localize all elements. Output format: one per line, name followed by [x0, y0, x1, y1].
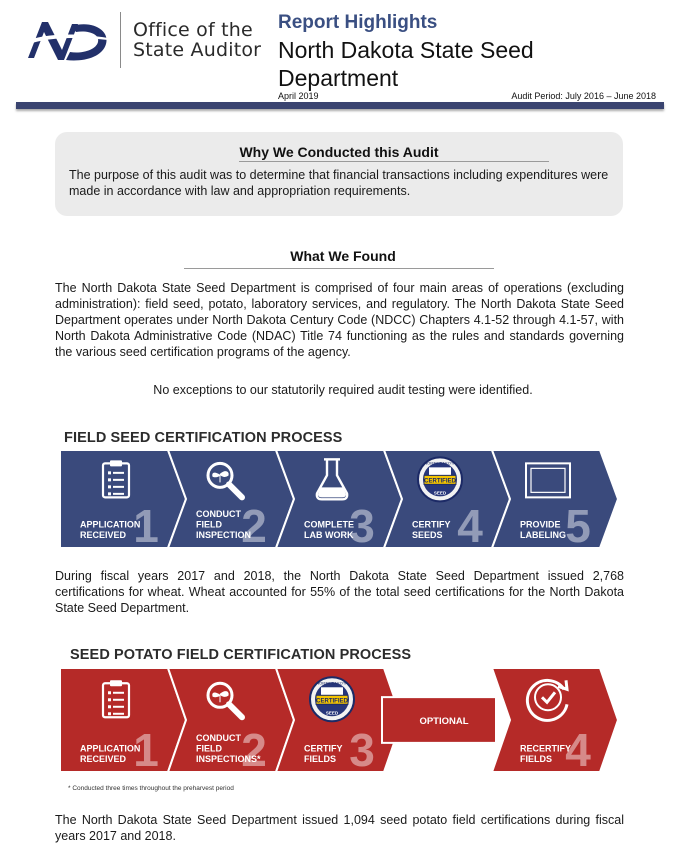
header-rule [16, 102, 664, 109]
seal-certified-text: CERTIFIED [316, 698, 348, 705]
step-label: LABELING [520, 530, 566, 540]
why-section [55, 132, 623, 216]
why-heading: Why We Conducted this Audit [239, 144, 439, 160]
step-label: FIELD [196, 743, 222, 754]
seal-icon [310, 677, 354, 721]
nd-logo [22, 12, 112, 70]
step-label: RECEIVED [80, 754, 127, 764]
step-label: CERTIFY [412, 519, 451, 530]
step-label: FIELDS [304, 754, 337, 764]
step-label: OPTIONAL [419, 716, 469, 727]
potato-process-graphic [60, 668, 620, 774]
step-label: PROVIDE [520, 519, 561, 530]
step-label: APPLICATION [80, 743, 141, 754]
step-label: RECEIVED [80, 530, 127, 540]
field-seed-process-graphic [60, 450, 620, 550]
field-seed-title: FIELD SEED CERTIFICATION PROCESS [64, 430, 343, 446]
step-label: APPLICATION [80, 519, 141, 530]
potato-footnote: * Conducted three times throughout the preharvest period [68, 785, 234, 792]
step-label: CONDUCT [196, 733, 241, 743]
logo-divider [120, 12, 121, 68]
step-label: COMPLETE [304, 519, 355, 530]
step-number: 2 [241, 724, 267, 774]
step-label: LAB WORK [304, 530, 354, 540]
found-heading: What We Found [290, 248, 396, 264]
exceptions-text: No exceptions to our statutorily required audit testing were identified. [153, 383, 533, 397]
step-number: 1 [133, 724, 159, 774]
process-step-5 [492, 450, 618, 550]
process-step-2 [168, 450, 294, 550]
process-step-2 [168, 668, 294, 774]
step-label: INSPECTIONS* [196, 754, 261, 764]
step-number: 5 [565, 500, 591, 550]
process-step-3 [276, 450, 402, 550]
audit-period: Audit Period: July 2016 – June 2018 [511, 91, 656, 101]
office-line-2: State Auditor [133, 39, 262, 61]
seal-icon [418, 457, 462, 501]
why-text: The purpose of this audit was to determine that financial transactions including expenditures were made in accordance with law and appropriation requirements. [69, 168, 609, 198]
step-label: FIELD [196, 519, 222, 530]
report-date: April 2019 [278, 91, 319, 101]
potato-paragraph: The North Dakota State Seed Department issued 1,094 seed potato field certifications during fiscal years 2017 and 2018. [55, 813, 624, 843]
process-step-4 [382, 697, 496, 743]
why-heading-rule [239, 161, 549, 162]
step-label: SEEDS [412, 530, 443, 540]
step-label: CONDUCT [196, 509, 241, 519]
step-label: CERTIFY [304, 743, 343, 754]
seal-bottom-text: SEED [325, 710, 339, 716]
process-step-5 [492, 668, 618, 774]
process-step-4 [384, 450, 510, 550]
office-name [133, 20, 261, 60]
step-label: RECERTIFY [520, 743, 572, 754]
seal-certified-text: CERTIFIED [424, 478, 456, 485]
report-highlights-label: Report Highlights [278, 12, 438, 33]
field-seed-paragraph: During fiscal years 2017 and 2018, the North Dakota State Seed Department issued 2,768 certifications for wheat. Wheat accounted for 55% of the total seed certifications for the North Dakota State Seed Department. [55, 569, 624, 615]
found-text: The North Dakota State Seed Department is comprised of four main areas of operations (excluding administration): field seed, potato, laboratory services, and regulatory. The North Dakota State Seed Department operates under North Dakota Century Code (NDCC) Chapters 4.1-52 through 4.1-57, with North Dakota Administrative Code (NDAC) Title 74 functioning as the rules and standards governing the various seed certification programs of the agency. [55, 281, 624, 359]
report-title: North Dakota State Seed Department [278, 37, 534, 91]
step-number: 3 [349, 724, 375, 774]
potato-title: SEED POTATO FIELD CERTIFICATION PROCESS [70, 647, 412, 663]
step-number: 3 [349, 500, 375, 550]
process-step-1 [60, 668, 186, 774]
seal-bottom-text: SEED [433, 490, 447, 496]
step-label: FIELDS [520, 754, 553, 764]
found-heading-rule [184, 268, 494, 269]
step-number: 2 [241, 500, 267, 550]
step-number: 1 [133, 500, 159, 550]
seal-top-text: NORTH DAKOTA [316, 680, 348, 686]
process-step-1 [60, 450, 186, 550]
step-number: 4 [457, 500, 483, 550]
seal-top-text: NORTH DAKOTA [424, 460, 456, 466]
step-label: INSPECTION [196, 530, 252, 540]
office-line-1: Office of the [133, 19, 253, 41]
step-number: 4 [565, 724, 591, 774]
